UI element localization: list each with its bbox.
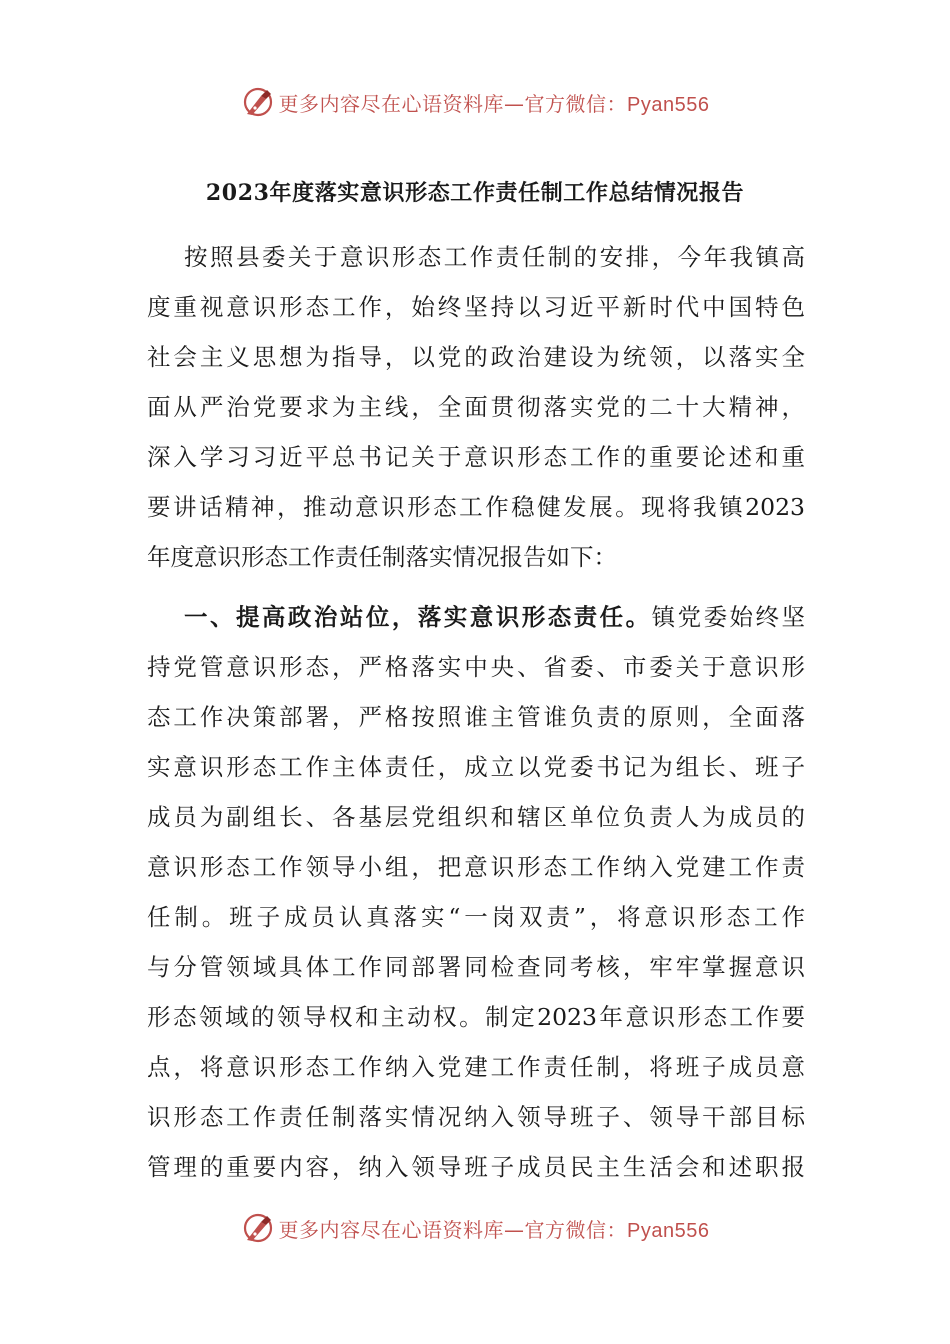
section-heading-line (147, 592, 805, 642)
paragraph-line: 识形态工作责任制落实情况纳入领导班子、领导干部目标 (147, 1103, 805, 1131)
paragraph-line: 与分管领域具体工作同部署同检查同考核，牢牢掌握意识 (147, 953, 805, 981)
section-heading: 一、提高政治站位，落实意识形态责任。 (184, 603, 652, 631)
document-body (147, 232, 805, 1192)
watermark-text: 更多内容尽在心语资料库—官方微信： (278, 1217, 628, 1242)
paragraph-line: 成员为副组长、各基层党组织和辖区单位负责人为成员的 (147, 803, 805, 831)
paragraph-line: 形态领域的领导权和主动权。制定2023年意识形态工作要 (147, 1003, 805, 1031)
paragraph-line: 按照县委关于意识形态工作责任制的安排，今年我镇高 (184, 243, 805, 271)
section-text: 镇党委始终坚 (651, 603, 805, 631)
paragraph-line: 年度意识形态工作责任制落实情况报告如下： (147, 543, 617, 571)
paragraph-line: 要讲话精神，推动意识形态工作稳健发展。现将我镇2023 (147, 493, 805, 521)
watermark-account: Pyan556 (627, 93, 710, 116)
watermark-text: 更多内容尽在心语资料库—官方微信： (278, 91, 628, 116)
paragraph-line: 面从严治党要求为主线，全面贯彻落实党的二十大精神， (147, 393, 805, 421)
paragraph-line: 实意识形态工作主体责任，成立以党委书记为组长、班子 (147, 753, 805, 781)
watermark-account: Pyan556 (627, 1219, 710, 1242)
pen-nib-logo-icon (241, 85, 275, 119)
paragraph-line: 意识形态工作领导小组，把意识形态工作纳入党建工作责 (147, 853, 805, 881)
paragraph-line: 态工作决策部署，严格按照谁主管谁负责的原则，全面落 (147, 703, 805, 731)
pen-nib-logo-icon (241, 1211, 275, 1245)
header-watermark (0, 82, 950, 122)
paragraph-line: 深入学习习近平总书记关于意识形态工作的重要论述和重 (147, 443, 805, 471)
paragraph-line: 社会主义思想为指导，以党的政治建设为统领，以落实全 (147, 343, 805, 371)
paragraph-line: 点，将意识形态工作纳入党建工作责任制，将班子成员意 (147, 1053, 805, 1081)
footer-watermark (0, 1208, 950, 1248)
paragraph-line: 持党管意识形态，严格落实中央、省委、市委关于意识形 (147, 653, 805, 681)
paragraph-line: 任制。班子成员认真落实“一岗双责”，将意识形态工作 (147, 903, 805, 931)
document-title: 2023年度落实意识形态工作责任制工作总结情况报告 (205, 180, 745, 206)
paragraph-line: 度重视意识形态工作，始终坚持以习近平新时代中国特色 (147, 293, 805, 321)
paragraph-line: 管理的重要内容，纳入领导班子成员民主生活会和述职报 (147, 1153, 805, 1181)
